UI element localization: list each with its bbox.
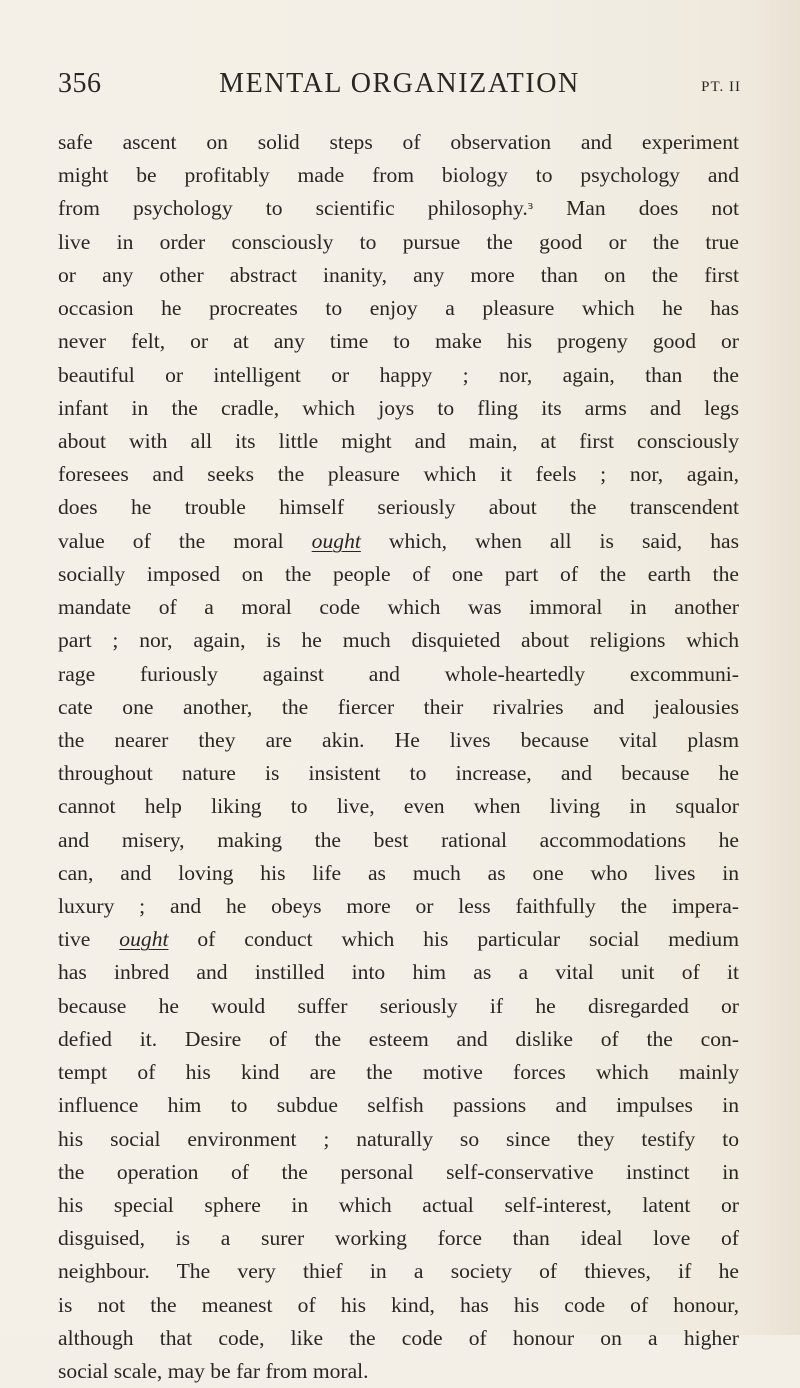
text-line: influence him to subdue selfish passions and impulses in [58, 1093, 739, 1118]
text-line: throughout nature is insistent to increase, and because he [58, 761, 739, 786]
text-line: tive ought of conduct which his particular social medium [58, 927, 739, 952]
text-line: is not the meanest of his kind, has his code of honour, [58, 1292, 739, 1317]
text-line-last: social scale, may be far from moral. [58, 1359, 369, 1384]
text-line: can, and loving his life as much as one who lives in [58, 860, 739, 885]
text-line: or any other abstract inanity, any more than on the first [58, 262, 739, 287]
text-line: although that code, like the code of honour on a higher [58, 1325, 739, 1350]
text-line: luxury ; and he obeys more or less faithfully the impera- [58, 894, 739, 919]
running-title: MENTAL ORGANIZATION [219, 68, 580, 99]
text-line: neighbour. The very thief in a society of thieves, if he [58, 1259, 739, 1284]
text-line: his special sphere in which actual self-interest, latent or [58, 1193, 739, 1217]
emphasis-ought: ought [311, 528, 361, 553]
text-line: mandate of a moral code which was immoral in another [58, 595, 739, 620]
text-line: tempt of his kind are the motive forces which mainly [58, 1060, 739, 1085]
text-line: the nearer they are akin. He lives because vital plasm [58, 727, 739, 752]
text-line: occasion he procreates to enjoy a pleasure which he has [58, 296, 739, 321]
text-line: about with all its little might and main, at first consciously [58, 428, 739, 453]
text-line: never felt, or at any time to make his progeny good or [58, 329, 739, 354]
text-line: rage furiously against and whole-heartedly excommuni- [58, 661, 739, 686]
text-line: from psychology to scientific philosophy.ᶟ Man does not [58, 196, 739, 221]
text-line: does he trouble himself seriously about the transcendent [58, 495, 739, 520]
part-label: PT. II [701, 79, 741, 95]
text-line: safe ascent on solid steps of observation and experiment [58, 130, 739, 154]
text-line: beautiful or intelligent or happy ; nor, again, than the [58, 362, 739, 387]
text-line: disguised, is a surer working force than ideal love of [58, 1226, 739, 1251]
page-number: 356 [58, 68, 102, 99]
text-line: foresees and seeks the pleasure which it feels ; nor, again, [58, 462, 739, 487]
text-line: value of the moral ought which, when all is said, has [58, 528, 739, 553]
text-line: his social environment ; naturally so since they testify to [58, 1126, 739, 1151]
text-line: defied it. Desire of the esteem and dislike of the con- [58, 1026, 739, 1051]
text-line: cate one another, the fiercer their rivalries and jealousies [58, 694, 739, 719]
text-line: might be profitably made from biology to psychology and [58, 163, 739, 188]
running-header [58, 68, 741, 108]
text-line: live in order consciously to pursue the good or the true [58, 229, 739, 254]
text-line: has inbred and instilled into him as a vital unit of it [58, 960, 739, 985]
emphasis-ought: ought [119, 927, 169, 952]
text-line: because he would suffer seriously if he disregarded or [58, 993, 739, 1018]
text-line: socially imposed on the people of one part of the earth the [58, 561, 739, 586]
text-line: infant in the cradle, which joys to fling its arms and legs [58, 395, 739, 420]
text-line: the operation of the personal self-conservative instinct in [58, 1159, 739, 1184]
text-line: part ; nor, again, is he much disquieted about religions which [58, 628, 739, 653]
text-line: and misery, making the best rational accommodations he [58, 827, 739, 852]
body-paragraph [58, 126, 739, 1388]
text-line: cannot help liking to live, even when living in squalor [58, 794, 739, 819]
